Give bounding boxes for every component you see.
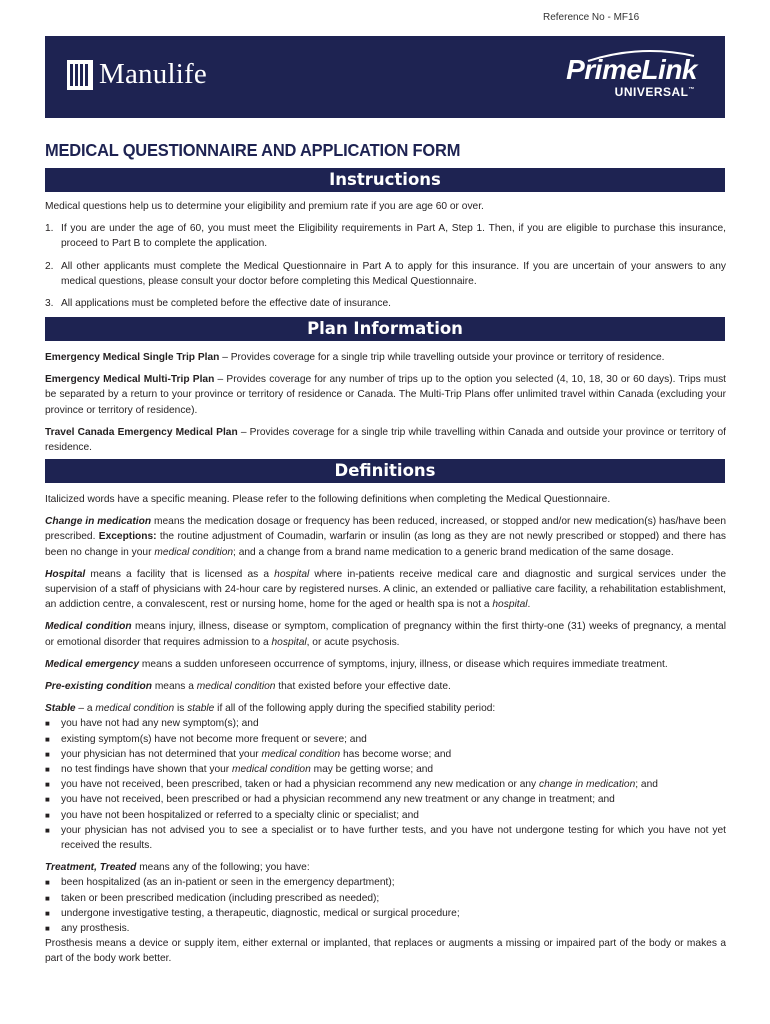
bullet-icon: ■	[45, 908, 50, 918]
list-item: ■ any prosthesis.	[45, 921, 726, 936]
list-item: ■ you have not been hospitalized or referred to a specialty clinic or specialist; and	[45, 808, 726, 823]
list-item: ■ no test findings have shown that your medical condition may be getting worse; and	[45, 762, 726, 777]
manulife-logo	[67, 58, 207, 91]
definitions-section	[45, 492, 726, 967]
plan-multi-trip: Emergency Medical Multi-Trip Plan – Provides coverage for any number of trips up to the option you selected (4, 10, 18, 30 or 60 days). Trips must be separated by a return to your province or territory of residence or Canada. The Multi-Trip Plans offer unlimited travel within Canada (excluding your province or territory of residence).	[45, 374, 726, 416]
definition-hospital: Hospital means a facility that is licensed as a hospital where in-patients receive medical care and diagnostic and surgical services under the supervision of a staff of physicians with 24-hour care by registered nurses. A clinic, an extended or palliative care facility, a rehabilitation establishment, an addiction centre, a convalescent, rest or nursing home, home for the aged or health spa is not a hospital.	[45, 568, 726, 611]
instruction-item: 2. All other applicants must complete the Medical Questionnaire in Part A to apply for this insurance. If you are uncertain of your answers to any medical questions, please consult your doctor before completing this Medical Questionnaire.	[45, 260, 726, 287]
list-item: ■ taken or been prescribed medication (including prescribed as needed);	[45, 891, 726, 906]
instructions-heading: Instructions	[45, 168, 725, 192]
plan-single-trip: Emergency Medical Single Trip Plan – Provides coverage for a single trip while travelling outside your province or territory of residence.	[45, 352, 665, 363]
bullet-icon: ■	[45, 765, 50, 775]
definition-change-in-medication: Change in medication means the medication dosage or frequency has been reduced, increased, or stopped and/or new medication(s) has/have been prescribed. Exceptions: the routine adjustment of Coumadin, warfarin or insulin (as long as they are not newly prescribed or stopped) and there has been no change in your medical condition; and a change from a brand name medication to a generic brand medication of the same dosage.	[45, 516, 726, 558]
manulife-m-icon	[67, 60, 93, 90]
list-item: ■ your physician has not determined that your medical condition has become worse; and	[45, 747, 726, 762]
list-item: ■ undergone investigative testing, a therapeutic, diagnostic, medical or surgical procedure;	[45, 906, 726, 921]
primelink-logo	[566, 48, 697, 99]
bullet-icon: ■	[45, 795, 50, 805]
instructions-section	[45, 199, 726, 311]
primelink-subtitle: UNIVERSAL™	[614, 85, 695, 99]
instruction-item: 1. If you are under the age of 60, you must meet the Eligibility requirements in Part A, Step 1. Then, if you are eligible to purchase this insurance, proceed to Part B to complete the application.	[45, 223, 726, 250]
bullet-icon: ■	[45, 719, 50, 729]
instructions-intro: Medical questions help us to determine your eligibility and premium rate if you are age 60 or over.	[45, 201, 484, 212]
definition-pre-existing-condition: Pre-existing condition means a medical condition that existed before your effective date.	[45, 681, 451, 693]
bullet-icon: ■	[45, 734, 50, 744]
list-item: ■ you have not received, been prescribed, taken or had a physician recommend any new medication or any change in medication; and	[45, 777, 726, 792]
page-title: MEDICAL QUESTIONNAIRE AND APPLICATION FORM	[45, 140, 461, 160]
definitions-heading: Definitions	[45, 459, 725, 483]
list-item: ■ you have not had any new symptom(s); and	[45, 716, 726, 731]
definition-treatment: Treatment, Treated means any of the following; you have:	[45, 862, 310, 874]
definition-prosthesis: Prosthesis means a device or supply item, either external or implanted, that replaces or augments a missing or impaired part of the body or makes a part of the body work better.	[45, 938, 726, 965]
bullet-icon: ■	[45, 924, 50, 934]
header-banner	[45, 36, 725, 118]
bullet-icon: ■	[45, 749, 50, 759]
bullet-icon: ■	[45, 825, 50, 835]
list-item: ■ been hospitalized (as an in-patient or seen in the emergency department);	[45, 875, 726, 890]
bullet-icon: ■	[45, 810, 50, 820]
list-item: ■ existing symptom(s) have not become more frequent or severe; and	[45, 732, 726, 747]
bullet-icon: ■	[45, 878, 50, 888]
plan-information-heading: Plan Information	[45, 317, 725, 341]
primelink-wordmark: PrimeLink	[566, 54, 697, 85]
list-item: ■ you have not received, been prescribed or had a physician recommend any new treatment or any change in treatment; and	[45, 792, 726, 807]
bullet-icon: ■	[45, 893, 50, 903]
definition-stable: Stable – a medical condition is stable if all of the following apply during the specified stability period:	[45, 703, 496, 715]
manulife-wordmark: Manulife	[99, 58, 207, 90]
plan-travel-canada: Travel Canada Emergency Medical Plan – Provides coverage for a single trip while travelling within Canada and outside your province or territory of residence.	[45, 426, 726, 454]
plan-information-section	[45, 350, 726, 455]
bullet-icon: ■	[45, 780, 50, 790]
definition-medical-condition: Medical condition means injury, illness, disease or symptom, complication of pregnancy within the first thirty-one (31) weeks of pregnancy, a mental or emotional disorder that requires admission to a hospital, or acute psychosis.	[45, 621, 726, 648]
definitions-intro: Italicized words have a specific meaning. Please refer to the following definitions when completing the Medical Questionnaire.	[45, 494, 611, 505]
list-item: ■ your physician has not advised you to see a specialist or to have further tests, and you have not undergone testing for which you have not yet received the results.	[45, 823, 726, 853]
instruction-item: 3. All applications must be completed before the effective date of insurance.	[45, 298, 391, 310]
definition-medical-emergency: Medical emergency means a sudden unforeseen occurrence of symptoms, injury, illness, or disease which requires immediate treatment.	[45, 658, 668, 670]
reference-number: Reference No - MF16	[543, 12, 640, 23]
